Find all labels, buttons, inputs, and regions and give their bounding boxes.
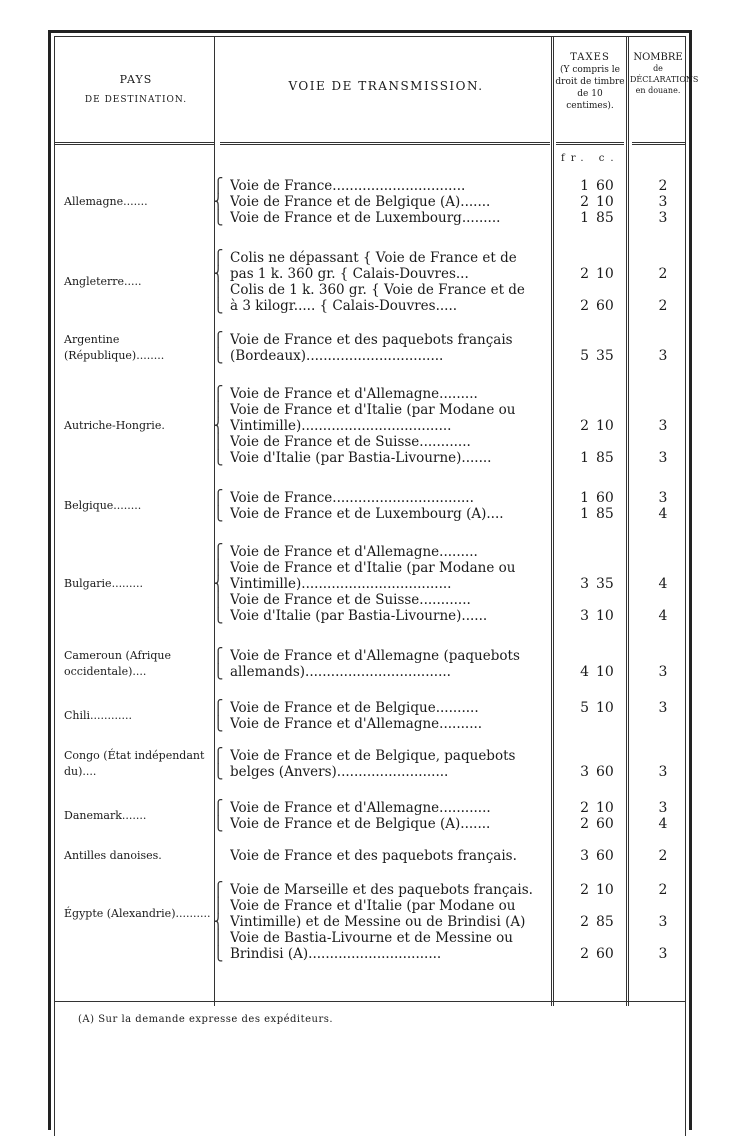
route-line: Voie de France et d'Italie (par Modane ou (230, 560, 516, 576)
brace-mark: ⎧ ⎩ (213, 800, 224, 832)
tax-centimes: 35 (596, 348, 614, 364)
country-name: Égypte (Alexandrie).......... (64, 907, 211, 920)
declaration-count: 3 (658, 348, 668, 364)
declaration-count: 3 (658, 194, 668, 210)
route-block (230, 178, 548, 226)
tax-francs: 2 (580, 266, 589, 282)
tax-francs: 4 (580, 664, 589, 680)
tax-francs: 1 (580, 450, 589, 466)
header-rule-country (54, 142, 214, 145)
route-block (230, 748, 548, 780)
tax-centimes: 85 (596, 506, 614, 522)
header-count-note: de DÉCLARATIONS en douane. (630, 64, 699, 95)
brace-mark: ⎧ ⎩ (213, 648, 224, 680)
route-line: Voie de France et de Luxembourg (A).... (230, 506, 504, 522)
header-rule-count (632, 142, 686, 145)
route-line: Voie de France et des paquebots français. (230, 848, 517, 864)
tax-centimes: 60 (596, 178, 614, 194)
route-line: Voie de France et de Suisse............ (230, 592, 471, 608)
tax-francs: 2 (580, 946, 589, 962)
route-block (230, 250, 548, 314)
route-block (230, 882, 548, 962)
route-line: Brindisi (A)............................... (230, 946, 442, 962)
declaration-count: 3 (658, 764, 668, 780)
declaration-count: 4 (658, 816, 668, 832)
tax-centimes: 85 (596, 450, 614, 466)
country-name: Danemark....... (64, 809, 147, 822)
brace-mark: ⎧ ⎩ (213, 490, 224, 522)
route-line: Vintimille) et de Messine ou de Brindisi (A) (230, 914, 526, 930)
declaration-count: 4 (658, 576, 668, 592)
route-line: Voie de France et de Belgique (A)....... (230, 816, 491, 832)
declaration-count: 2 (658, 882, 668, 898)
route-line: pas 1 k. 360 gr. { Calais-Douvres... (230, 266, 469, 282)
country-name: Antilles danoises. (64, 849, 162, 862)
tax-centimes: 10 (596, 882, 614, 898)
route-line: Voie de France et de Suisse............ (230, 434, 471, 450)
header-country-line2: DE DESTINATION. (84, 95, 188, 105)
tax-centimes: 10 (596, 664, 614, 680)
route-line: Voie de Marseille et des paquebots français. (230, 882, 533, 898)
route-line: Voie de France et des paquebots français (230, 332, 513, 348)
country-name: Bulgarie......... (64, 577, 144, 590)
header-count (630, 52, 699, 96)
route-block (230, 490, 548, 522)
route-block (230, 386, 548, 466)
tax-francs: 5 (580, 348, 589, 364)
tax-centimes: 85 (596, 210, 614, 226)
tax-francs: 3 (580, 848, 589, 864)
route-block (230, 800, 548, 832)
brace-mark: ⎧ ⎩ (213, 700, 224, 732)
route-line: Voie de France et d'Allemagne......... (230, 544, 478, 560)
declaration-count: 3 (658, 946, 668, 962)
route-line: Voie de France............................... (230, 178, 466, 194)
route-line: (Bordeaux)................................ (230, 348, 444, 364)
route-line: Vintimille)................................... (230, 418, 452, 434)
route-line: Vintimille)................................... (230, 576, 452, 592)
declaration-count: 3 (658, 914, 668, 930)
tax-francs: 5 (580, 700, 589, 716)
route-block (230, 648, 548, 680)
header-country (58, 70, 214, 110)
header-route: VOIE DE TRANSMISSION. (288, 79, 484, 93)
route-line: Voie de France et d'Allemagne.......... (230, 716, 483, 732)
declaration-count: 4 (658, 506, 668, 522)
country-name: Cameroun (Afrique occidentale).... (64, 649, 171, 678)
footnote-rule (54, 1001, 686, 1002)
brace-mark: ⎧ ⎪ ⎨ ⎪ ⎩ (213, 882, 224, 962)
tax-centimes: 60 (596, 764, 614, 780)
tax-francs: 1 (580, 178, 589, 194)
brace-mark: ⎧ ⎪ ⎨ ⎪ ⎩ (213, 386, 224, 466)
declaration-count: 3 (658, 700, 668, 716)
tax-centimes: 10 (596, 418, 614, 434)
country-name: Congo (État indépendant du).... (64, 749, 205, 778)
tax-francs: 1 (580, 210, 589, 226)
route-line: Voie de France et de Belgique.......... (230, 700, 479, 716)
tax-francs: 3 (580, 608, 589, 624)
declaration-count: 3 (658, 490, 668, 506)
route-line: Colis de 1 k. 360 gr. { Voie de France et de (230, 282, 525, 298)
declaration-count: 4 (658, 608, 668, 624)
tax-centimes: 60 (596, 816, 614, 832)
tax-francs: 2 (580, 800, 589, 816)
footnote: (A) Sur la demande expresse des expéditeurs. (78, 1014, 334, 1025)
route-block (230, 848, 548, 864)
tariff-table (48, 30, 699, 1065)
country-name: Chili............ (64, 709, 133, 722)
tax-units: fr. c. (561, 153, 620, 164)
tax-centimes: 85 (596, 914, 614, 930)
route-block (230, 544, 548, 624)
header-tax-title: TAXES (570, 52, 610, 63)
tax-francs: 2 (580, 298, 589, 314)
tax-francs: 2 (580, 914, 589, 930)
declaration-count: 3 (658, 664, 668, 680)
declaration-count: 3 (658, 450, 668, 466)
country-name: Belgique........ (64, 499, 142, 512)
route-line: Voie d'Italie (par Bastia-Livourne)....... (230, 450, 492, 466)
route-line: Voie de France................................. (230, 490, 474, 506)
tax-francs: 3 (580, 764, 589, 780)
tax-centimes: 10 (596, 700, 614, 716)
route-line: Voie de France et d'Italie (par Modane ou (230, 402, 516, 418)
tax-francs: 2 (580, 418, 589, 434)
brace-mark: ⎧ ⎨ ⎪ ⎩ (213, 250, 224, 314)
route-line: Voie de France et de Luxembourg......... (230, 210, 501, 226)
route-line: Colis ne dépassant { Voie de France et de (230, 250, 517, 266)
declaration-count: 2 (658, 266, 668, 282)
route-line: Voie d'Italie (par Bastia-Livourne)...... (230, 608, 488, 624)
tax-centimes: 10 (596, 800, 614, 816)
declaration-count: 3 (658, 418, 668, 434)
tax-francs: 3 (580, 576, 589, 592)
header-rule-route (220, 142, 550, 145)
declaration-count: 3 (658, 800, 668, 816)
header-tax (554, 52, 626, 112)
country-name: Argentine (République)........ (64, 333, 165, 362)
declaration-count: 2 (658, 178, 668, 194)
tax-centimes: 10 (596, 266, 614, 282)
route-line: Voie de France et d'Allemagne (paquebots (230, 648, 520, 664)
route-line: Voie de France et d'Allemagne......... (230, 386, 478, 402)
brace-mark: ⎧ ⎩ (213, 748, 224, 780)
header-country-line1: PAYS (119, 73, 153, 86)
tax-francs: 2 (580, 882, 589, 898)
tax-francs: 2 (580, 816, 589, 832)
header-tax-note: (Y compris le droit de timbre de 10 centimes). (555, 65, 625, 111)
tax-centimes: 10 (596, 194, 614, 210)
tax-francs: 2 (580, 194, 589, 210)
route-line: belges (Anvers).......................... (230, 764, 449, 780)
country-name: Allemagne....... (64, 195, 148, 208)
tax-centimes: 10 (596, 608, 614, 624)
tax-centimes: 60 (596, 848, 614, 864)
tax-centimes: 60 (596, 946, 614, 962)
tax-francs: 1 (580, 506, 589, 522)
route-line: Voie de France et d'Allemagne............ (230, 800, 491, 816)
column-divider-route (551, 36, 554, 1006)
tax-francs: 1 (580, 490, 589, 506)
tax-centimes: 35 (596, 576, 614, 592)
route-line: Voie de France et d'Italie (par Modane ou (230, 898, 516, 914)
declaration-count: 2 (658, 848, 668, 864)
header-rule-tax (556, 142, 624, 145)
route-line: allemands).................................. (230, 664, 451, 680)
header-count-title: NOMBRE (633, 52, 683, 63)
country-name: Angleterre..... (64, 275, 142, 288)
route-block (230, 700, 548, 732)
declaration-count: 3 (658, 210, 668, 226)
route-block (230, 332, 548, 364)
brace-mark: ⎧ ⎨ ⎩ (213, 178, 224, 226)
declaration-count: 2 (658, 298, 668, 314)
route-line: Voie de France et de Belgique, paquebots (230, 748, 516, 764)
tax-centimes: 60 (596, 490, 614, 506)
country-name: Autriche-Hongrie. (64, 419, 165, 432)
route-line: Voie de Bastia-Livourne et de Messine ou (230, 930, 513, 946)
brace-mark: ⎧ ⎩ (213, 332, 224, 364)
tax-centimes: 60 (596, 298, 614, 314)
route-line: à 3 kilogr..... { Calais-Douvres..... (230, 298, 458, 314)
route-line: Voie de France et de Belgique (A)....... (230, 194, 491, 210)
brace-mark: ⎧ ⎪ ⎨ ⎪ ⎩ (213, 544, 224, 624)
column-divider-tax (626, 36, 629, 1006)
